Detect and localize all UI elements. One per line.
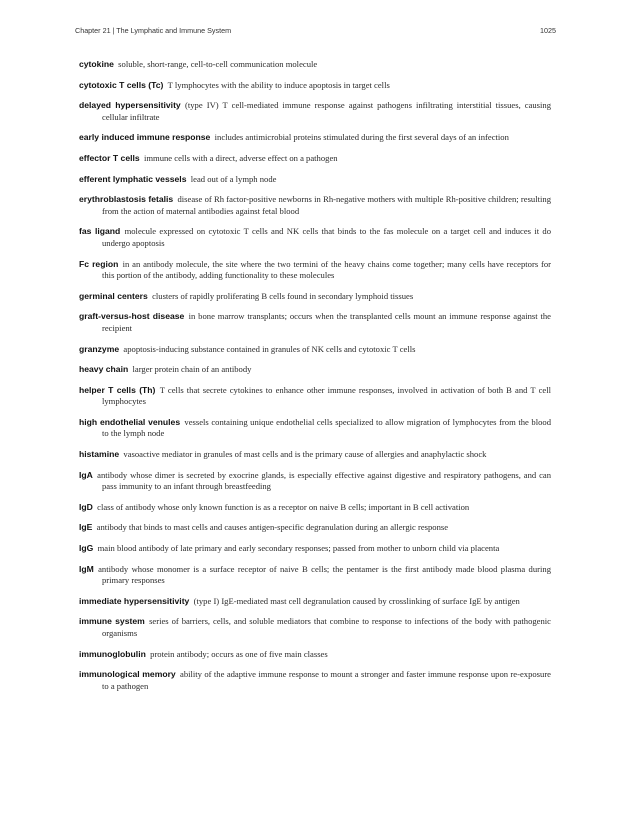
glossary-entry [79,194,551,217]
glossary-definition: soluble, short-range, cell-to-cell communication molecule [118,59,318,69]
glossary-entry [79,649,551,661]
glossary-entry [79,502,551,514]
glossary-definition: antibody whose dimer is secreted by exocrine glands, is especially effective against digestive and respiratory pathogens, and can pass immunity to an infant through breastfeeding [97,469,551,492]
glossary-term: effector T cells [79,152,140,163]
glossary-definition: ability of the adaptive immune response to mount a stronger and faster immune response upon re-exposure to a pathogen [102,669,551,691]
glossary-entry [79,80,551,92]
glossary-definition: apoptosis-inducing substance contained in granules of NK cells and cytotoxic T cells [123,343,416,354]
glossary-entry [79,616,551,639]
glossary-term: heavy chain [79,364,129,375]
glossary-term: immunoglobulin [79,648,146,659]
glossary-term: immunological memory [79,669,176,680]
glossary-entry [79,132,551,144]
glossary-term: IgD [79,501,93,512]
glossary-definition: lead out of a lymph node [190,173,277,184]
glossary-term: histamine [79,449,120,460]
glossary-term: germinal centers [79,290,148,301]
glossary-definition: disease of Rh factor-positive newborns in Rh-negative mothers with multiple Rh-positive children; resulting from the action of maternal antibodies against fetal blood [102,194,551,216]
page-number: 1025 [540,26,556,35]
glossary-entry [79,174,551,186]
glossary-definition: (type I) IgE-mediated mast cell degranulation caused by crosslinking of surface IgE by antigen [193,595,520,606]
glossary-definition: T cells that secrete cytokines to enhance other immune responses, involved in activation of both B and T cell lymphocytes [102,384,551,407]
glossary-definition: vasoactive mediator in granules of mast cells and is the primary cause of allergies and anaphylactic shock [123,449,487,460]
glossary-definition: class of antibody whose only known function is as a receptor on naive B cells; important in B cell activation [97,501,470,512]
glossary-term: IgA [79,469,93,480]
glossary-term: delayed hypersensitivity [79,100,181,111]
glossary-entry [79,564,551,587]
glossary-entry [79,449,551,461]
glossary-entry [79,153,551,165]
glossary-definition: protein antibody; occurs as one of five main classes [150,648,328,659]
glossary-definition: main blood antibody of late primary and early secondary responses; passed from mother to unborn child via placenta [97,543,500,554]
glossary-entry [79,417,551,440]
glossary-term: granzyme [79,343,120,354]
glossary-list [79,59,551,701]
glossary-definition: T lymphocytes with the ability to induce apoptosis in target cells [167,79,390,90]
glossary-definition: antibody whose monomer is a surface receptor of naive B cells; the pentamer is the first antibody made blood plasma during primary responses [98,563,551,586]
glossary-entry [79,669,551,692]
glossary-definition: antibody that binds to mast cells and causes antigen-specific degranulation during an allergic response [96,522,449,533]
glossary-definition: (type IV) T cell-mediated immune response against pathogens infiltrating interstitial tissues, causing cellular infiltrate [102,100,552,122]
glossary-term: graft-versus-host disease [79,311,185,322]
glossary-term: early induced immune response [79,132,211,143]
glossary-term: cytokine [79,59,114,69]
glossary-entry [79,100,551,123]
glossary-term: erythroblastosis fetalis [79,194,174,205]
chapter-title: Chapter 21 | The Lymphatic and Immune System [75,26,232,35]
glossary-entry [79,522,551,534]
glossary-term: IgM [79,563,94,574]
glossary-term: Fc region [79,258,119,269]
glossary-term: helper T cells (Th) [79,384,156,395]
glossary-entry [79,311,551,334]
glossary-definition: molecule expressed on cytotoxic T cells and NK cells that binds to the fas molecule on a target cell and induces it do undergo apoptosis [102,226,551,248]
glossary-entry [79,596,551,608]
glossary-entry [79,259,551,282]
glossary-definition: in bone marrow transplants; occurs when the transplanted cells mount an immune response against the recipient [102,311,551,333]
glossary-entry [79,291,551,303]
page-header [75,26,556,38]
glossary-term: immune system [79,616,145,627]
glossary-term: cytotoxic T cells (Tc) [79,79,164,90]
glossary-entry [79,364,551,376]
glossary-entry [79,226,551,249]
glossary-definition: vessels containing unique endothelial cells specialized to allow migration of lymphocytes from the blood to the lymph node [102,416,551,439]
glossary-term: immediate hypersensitivity [79,595,190,606]
glossary-definition: in an antibody molecule, the site where the two termini of the heavy chains come together; many cells have receptors for this portion of the antibody, adding functionality to these molecules [102,258,551,281]
glossary-definition: includes antimicrobial proteins stimulated during the first several days of an infection [214,132,509,143]
glossary-definition: larger protein chain of an antibody [132,364,252,375]
glossary-entry [79,543,551,555]
glossary-entry [79,470,551,493]
glossary-term: fas ligand [79,226,121,237]
glossary-term: IgG [79,543,94,554]
glossary-term: IgE [79,522,93,533]
glossary-entry [79,344,551,356]
glossary-entry [79,385,551,408]
glossary-definition: immune cells with a direct, adverse effect on a pathogen [143,152,338,163]
glossary-definition: series of barriers, cells, and soluble mediators that combine to response to infections of the body with pathogenic organisms [102,616,551,638]
glossary-term: high endothelial venules [79,416,181,427]
glossary-definition: clusters of rapidly proliferating B cells found in secondary lymphoid tissues [152,290,414,301]
glossary-entry [79,59,551,71]
glossary-term: efferent lymphatic vessels [79,173,187,184]
